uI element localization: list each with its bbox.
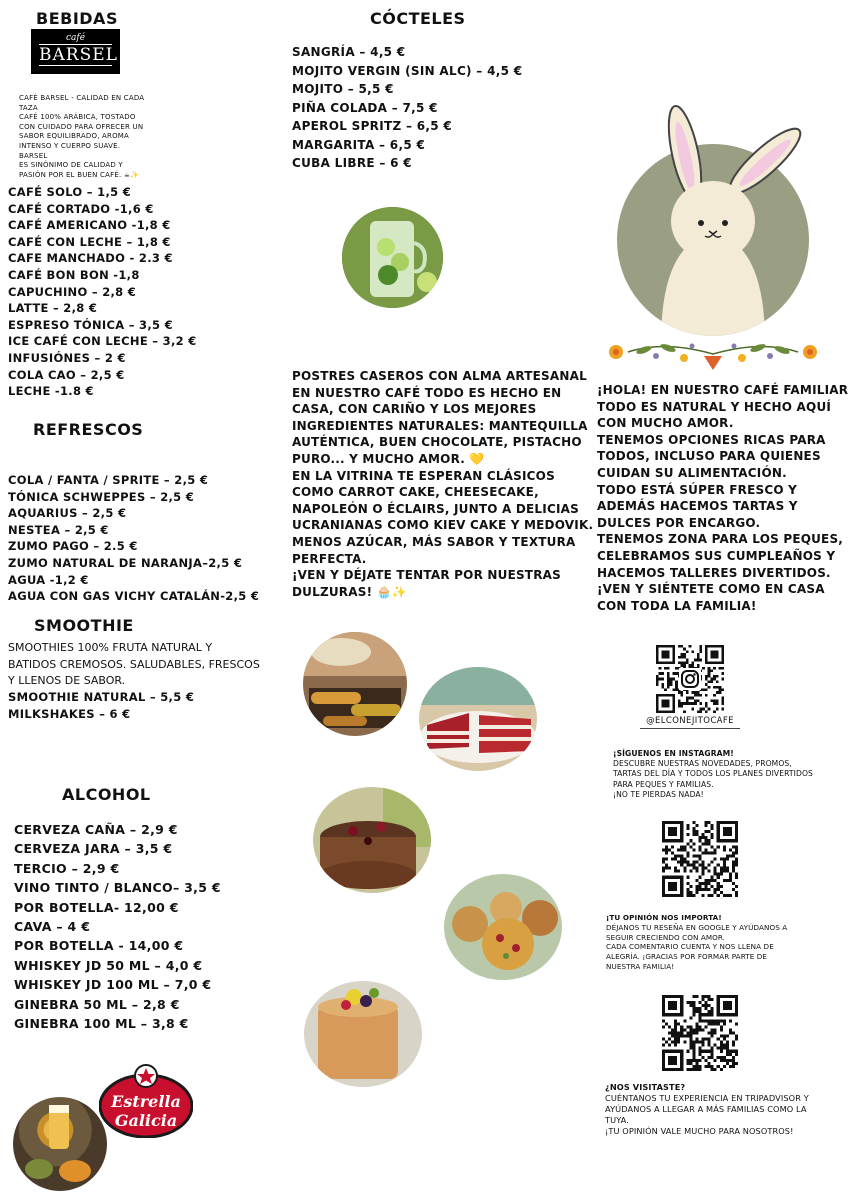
menu-item: VINO TINTO / BLANCO– 3,5 € [14, 880, 221, 896]
menu-item: TERCIO – 2,9 € [14, 860, 120, 876]
menu-item: MOJITO – 5,5 € [292, 82, 394, 96]
tripadvisor-line: AYÚDANOS A LLEGAR A MÁS FAMILIAS COMO LA [605, 1104, 807, 1114]
tripadvisor-qr-code[interactable] [662, 995, 738, 1071]
instagram-line: ¡NO TE PIERDAS NADA! [613, 789, 704, 799]
estrella-brand-line-2: Galicia [114, 1111, 178, 1130]
barsel-desc-line: CAFÉ BARSEL - CALIDAD EN CADA [19, 94, 145, 102]
menu-item: MARGARITA – 6,5 € [292, 137, 426, 152]
alcohol-list [14, 820, 221, 1033]
menu-item: NESTEA – 2,5 € [8, 522, 109, 537]
menu-item: AGUA CON GAS VICHY CATALÁN-2,5 € [8, 589, 260, 604]
postres-line: EN NUESTRO CAFÉ TODO ES HECHO EN [292, 385, 562, 400]
about-line: ¡VEN Y SIÉNTETE COMO EN CASA [597, 582, 825, 597]
menu-item: LATTE – 2,8 € [8, 301, 98, 316]
about-line: CON MUCHO AMOR. [597, 416, 734, 431]
menu-item: ZUMO NATURAL DE NARANJA–2,5 € [8, 555, 243, 570]
bunny-illustration [613, 103, 813, 337]
alcohol-title: ALCOHOL [62, 785, 151, 804]
instagram-line: DESCUBRE NUESTRAS NOVEDADES, PROMOS, [613, 759, 792, 769]
instagram-line: PARA PEQUES Y FAMILIAS. [613, 779, 714, 789]
bebidas-title: BEBIDAS [36, 9, 118, 28]
refrescos-title: REFRESCOS [33, 420, 144, 439]
menu-item: TÓNICA SCHWEPPES – 2,5 € [8, 489, 195, 504]
menu-item: CAFÉ AMERICANO -1,8 € [8, 218, 171, 233]
menu-item: LECHE -1.8 € [8, 384, 94, 399]
postres-line: CASA, CON CARIÑO Y LOS MEJORES [292, 402, 537, 417]
tripadvisor-text [605, 1082, 830, 1137]
estrella-galicia-logo [99, 1064, 193, 1138]
barsel-description [19, 94, 149, 180]
barsel-desc-line: CAFÉ 100% ARÁBICA, TOSTADO [19, 113, 136, 122]
floral-divider [604, 338, 822, 370]
google-line: CADA COMENTARIO CUENTA Y NOS LLENA DE [606, 942, 774, 952]
barsel-logo-big: BARSEL [39, 45, 118, 65]
about-line: TENEMOS ZONA PARA LOS PEQUES, [597, 532, 844, 547]
menu-item: CUBA LIBRE – 6 € [292, 156, 412, 170]
cookies-photo [444, 874, 562, 980]
cocteles-list [292, 43, 522, 173]
instagram-heading: ¡SÍGUENOS EN INSTAGRAM! [613, 749, 734, 758]
bebidas-list [8, 184, 197, 400]
postres-line: UCRANIANAS COMO KIEV CAKE Y MEDOVIK. [292, 518, 594, 533]
about-line: CELEBRAMOS SUS CUMPLEAÑOS Y [597, 548, 836, 563]
google-line: NUESTRA FAMILIA! [606, 961, 675, 971]
menu-item: COLA / FANTA / SPRITE – 2,5 € [8, 473, 209, 487]
postres-line: INGREDIENTES NATURALES: MANTEQUILLA [292, 418, 588, 433]
menu-item: AGUA -1,2 € [8, 572, 89, 587]
menu-item: CAVA – 4 € [14, 918, 91, 934]
postres-text [292, 368, 594, 600]
menu-item: SMOOTHIE NATURAL – 5,5 € [8, 690, 195, 704]
estrella-brand-line-1: Estrella [111, 1092, 181, 1111]
menu-item: CERVEZA JARA – 3,5 € [14, 841, 173, 857]
about-line: HACEMOS TALLERES DIVERTIDOS. [597, 565, 831, 580]
red-velvet-photo [419, 667, 537, 771]
menu-item: ESPRESO TÓNICA – 3,5 € [8, 317, 173, 332]
about-line: ADEMÁS HACEMOS TARTAS Y [597, 499, 798, 514]
smoothie-list [8, 689, 194, 722]
instagram-text [613, 749, 833, 800]
menu-item: APEROL SPRITZ – 6,5 € [292, 119, 453, 133]
menu-item: CAFE MANCHADO - 2.3 € [8, 251, 173, 266]
barsel-logo [31, 29, 120, 74]
menu-item: CAFÉ CORTADO -1,6 € [8, 201, 154, 216]
menu-item: CERVEZA CAÑA – 2,9 € [14, 822, 178, 837]
mojito-photo [342, 207, 443, 308]
about-line: CUIDAN SU ALIMENTACIÓN. [597, 465, 787, 480]
about-line: TODO ESTÁ SÚPER FRESCO Y [597, 482, 798, 497]
menu-item: ICE CAFÉ CON LECHE – 3,2 € [8, 334, 197, 349]
about-line: TENEMOS OPCIONES RICAS PARA [597, 432, 826, 447]
barsel-logo-small: café [65, 33, 86, 43]
postres-line: AUTÉNTICA, BUEN CHOCOLATE, PISTACHO [292, 435, 582, 450]
chocolate-cake-photo [313, 787, 431, 893]
about-line: DULCES POR ENCARGO. [597, 515, 761, 530]
menu-item: INFUSIÓNES – 2 € [8, 350, 126, 365]
barsel-desc-line: CON CUIDADO PARA OFRECER UN [19, 122, 144, 131]
tripadvisor-line: ¡TU OPINIÓN VALE MUCHO PARA NOSOTROS! [605, 1126, 794, 1136]
postres-line: PERFECTA. [292, 551, 367, 566]
postres-line: COMO CARROT CAKE, CHEESECAKE, [292, 485, 539, 500]
google-heading: ¡TU OPINIÓN NOS IMPORTA! [606, 913, 722, 922]
postres-line: PURO... Y MUCHO AMOR. 💛 [292, 451, 485, 466]
menu-item: WHISKEY JD 100 ML – 7,0 € [14, 977, 212, 993]
menu-item: GINEBRA 100 ML – 3,8 € [14, 1015, 189, 1031]
menu-item: CAPUCHINO – 2,8 € [8, 284, 137, 299]
postres-line: MENOS AZÚCAR, MÁS SABOR Y TEXTURA [292, 534, 576, 549]
menu-item: CAFÉ BON BON -1,8 [8, 267, 140, 282]
smoothie-desc-line: BATIDOS CREMOSOS. SALUDABLES, FRESCOS [8, 657, 260, 671]
instagram-icon [679, 668, 701, 690]
google-review-text [606, 913, 826, 972]
menu-item: CAFÉ SOLO – 1,5 € [8, 185, 132, 199]
postres-line: ¡VEN Y DÉJATE TENTAR POR NUESTRAS [292, 568, 561, 583]
google-line: ALEGRÍA. ¡GRACIAS POR FORMAR PARTE DE [606, 952, 768, 962]
google-line: DÉJANOS TU RESEÑA EN GOOGLE Y AYÚDANOS A [606, 922, 788, 932]
instagram-handle[interactable]: @ELCONEJITOCAFE [640, 716, 740, 729]
cocteles-title: CÓCTELES [370, 9, 466, 28]
menu-item: SANGRÍA – 4,5 € [292, 45, 406, 59]
menu-item: ZUMO PAGO – 2.5 € [8, 539, 138, 554]
tripadvisor-line: TUYA. [605, 1115, 629, 1125]
refrescos-list [8, 472, 259, 605]
google-review-qr-code[interactable] [662, 821, 738, 897]
medovik-cake-photo [304, 981, 422, 1087]
postres-line: EN LA VITRINA TE ESPERAN CLÁSICOS [292, 468, 555, 483]
menu-item: MOJITO VERGIN (SIN ALC) – 4,5 € [292, 63, 523, 78]
tripadvisor-line: CUÉNTANOS TU EXPERIENCIA EN TRIPADVISOR Y [605, 1093, 809, 1103]
postres-line: NAPOLEÓN O ÉCLAIRS, JUNTO A DELICIAS [292, 501, 579, 516]
barsel-desc-line: SABOR EQUILIBRADO, AROMA [19, 132, 130, 141]
menu-item: POR BOTELLA - 14,00 € [14, 938, 184, 954]
smoothie-title: SMOOTHIE [34, 616, 134, 635]
about-text [597, 382, 848, 614]
barsel-desc-line: PASIÓN POR EL BUEN CAFÉ. ☕✨ [19, 170, 140, 179]
barsel-desc-line: INTENSO Y CUERPO SUAVE. BARSEL [19, 141, 121, 160]
about-line: CON TODA LA FAMILIA! [597, 598, 757, 613]
tripadvisor-heading: ¿NOS VISITASTE? [605, 1082, 686, 1092]
postres-line: DULZURAS! 🧁✨ [292, 584, 407, 599]
menu-item: AQUARIUS – 2,5 € [8, 506, 127, 521]
menu-item: MILKSHAKES – 6 € [8, 706, 131, 721]
smoothie-description [8, 640, 278, 690]
barsel-desc-line: TAZA [19, 103, 38, 112]
about-line: TODO ES NATURAL Y HECHO AQUÍ [597, 399, 832, 414]
instagram-line: TARTAS DEL DÍA Y TODOS LOS PLANES DIVERTIDOS [613, 769, 813, 779]
barsel-desc-line: ES SINÓNIMO DE CALIDAD Y [19, 161, 123, 170]
smoothie-desc-line: Y LLENOS DE SABOR. [8, 674, 126, 687]
menu-item: WHISKEY JD 50 ML – 4,0 € [14, 957, 203, 973]
menu-item: CAFÉ CON LECHE – 1,8 € [8, 234, 171, 249]
menu-item: PIÑA COLADA – 7,5 € [292, 100, 438, 115]
menu-item: GINEBRA 50 ML – 2,8 € [14, 996, 180, 1012]
smoothie-desc-line: SMOOTHIES 100% FRUTA NATURAL Y [8, 641, 213, 654]
beer-photo [13, 1097, 107, 1191]
menu-item: COLA CAO – 2,5 € [8, 367, 125, 382]
eclairs-photo [303, 632, 407, 736]
google-line: SEGUIR CRECIENDO CON AMOR. [606, 932, 726, 942]
menu-item: POR BOTELLA- 12,00 € [14, 899, 179, 915]
postres-line: POSTRES CASEROS CON ALMA ARTESANAL [292, 369, 587, 383]
about-line: TODOS, INCLUSO PARA QUIENES [597, 449, 821, 464]
about-line: ¡HOLA! EN NUESTRO CAFÉ FAMILIAR [597, 383, 848, 397]
